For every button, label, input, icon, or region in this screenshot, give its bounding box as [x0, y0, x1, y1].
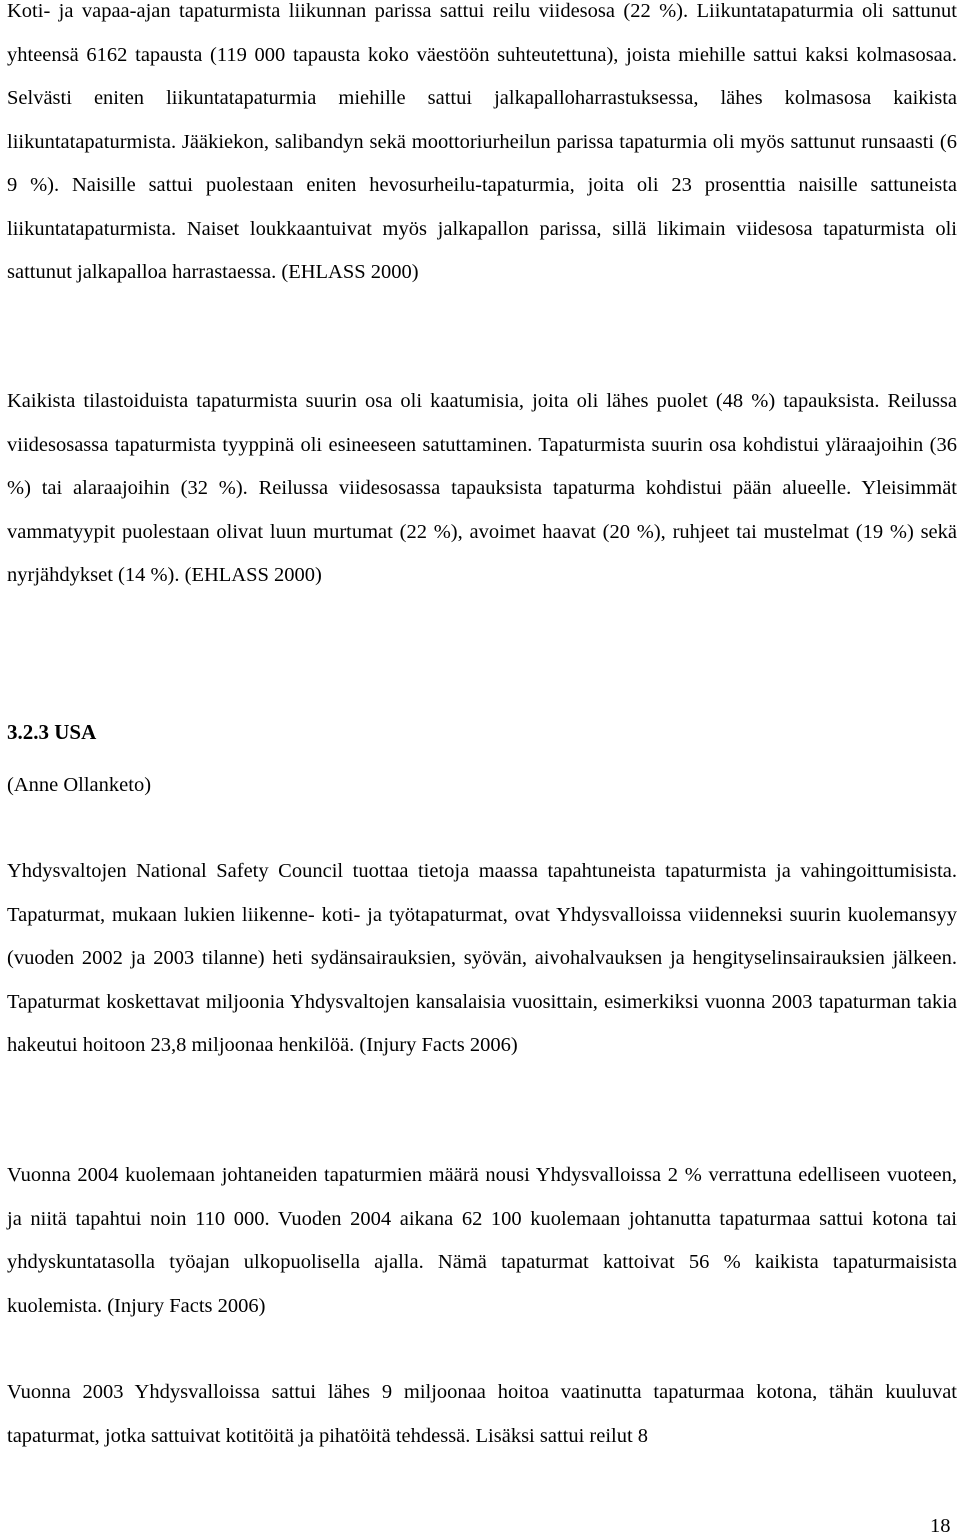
- page-number: 18: [930, 1515, 951, 1537]
- paragraph-usa-intro: Yhdysvaltojen National Safety Council tuottaa tietoja maassa tapahtuneista tapaturmista ja vahingoittumisista. Tapaturmat, mukaan lukien liikenne- koti- ja työtapaturmat, ovat Yhdysvalloissa viidenneksi suurin kuolemansyy (vuoden 2002 ja 2003 tilanne) heti sydänsairauksien, syövän, aivohalvauksen ja hengityselinsairauksien jälkeen. Tapaturmat koskettavat miljoonia Yhdysvaltojen kansalaisia vuosittain, esimerkiksi vuonna 2003 tapaturman takia hakeutui hoitoon 23,8 miljoonaa henkilöä. (Injury Facts 2006): [7, 860, 957, 1056]
- paragraph-injury-types: Kaikista tilastoiduista tapaturmista suurin osa oli kaatumisia, joita oli lähes puolet (48 %) tapauksista. Reilussa viidesosassa tapaturmista tyyppinä oli esineeseen satuttaminen. Tapaturmista suurin osa kohdistui yläraajoihin (36 %) tai alaraajoihin (32 %). Reilussa viidesosassa tapauksista tapaturma kohdistui pään alueelle. Yleisimmät vammatyypit puolestaan olivat luun murtumat (22 %), avoimet haavat (20 %), ruhjeet tai mustelmat (19 %) sekä nyrjähdykset (14 %). (EHLASS 2000): [7, 390, 957, 586]
- paragraph-usa-2003: Vuonna 2003 Yhdysvalloissa sattui lähes 9 miljoonaa hoitoa vaatinutta tapaturmaa kotona, tähän kuuluvat tapaturmat, jotka sattuivat kotitöitä ja pihatöitä tehdessä. Lisäksi sattui reilut 8: [7, 1381, 957, 1447]
- section-heading: 3.2.3 USA: [7, 720, 97, 744]
- section-author: (Anne Ollanketo): [7, 774, 152, 796]
- paragraph-usa-2004: Vuonna 2004 kuolemaan johtaneiden tapaturmien määrä nousi Yhdysvalloissa 2 % verrattuna edelliseen vuoteen, ja niitä tapahtui noin 110 000. Vuoden 2004 aikana 62 100 kuolemaan johtanutta tapaturmaa sattui kotona tai yhdyskuntatasolla työajan ulkopuolisella ajalla. Nämä tapaturmat kattoivat 56 % kaikista tapaturmaisista kuolemista. (Injury Facts 2006): [7, 1164, 957, 1317]
- paragraph-sports-injuries: Koti- ja vapaa-ajan tapaturmista liikunnan parissa sattui reilu viidesosa (22 %). Liikuntatapaturmia oli sattunut yhteensä 6162 tapausta (119 000 tapausta koko väestöön suhteutettuna), joista miehille sattui kaksi kolmasosaa. Selvästi eniten liikuntatapaturmia miehille sattui jalkapalloharrastuksessa, lähes kolmasosa kaikista liikuntatapaturmista. Jääkiekon, salibandyn sekä moottoriurheilun parissa tapaturmia oli myös sattunut runsaasti (6 9 %). Naisille sattui puolestaan eniten hevosurheilu-tapaturmia, joita oli 23 prosenttia naisille sattuneista liikuntatapaturmista. Naiset loukkaantuivat myös jalkapallon parissa, sillä likimain viidesosa tapaturmista oli sattunut jalkapalloa harrastaessa. (EHLASS 2000): [7, 0, 957, 283]
